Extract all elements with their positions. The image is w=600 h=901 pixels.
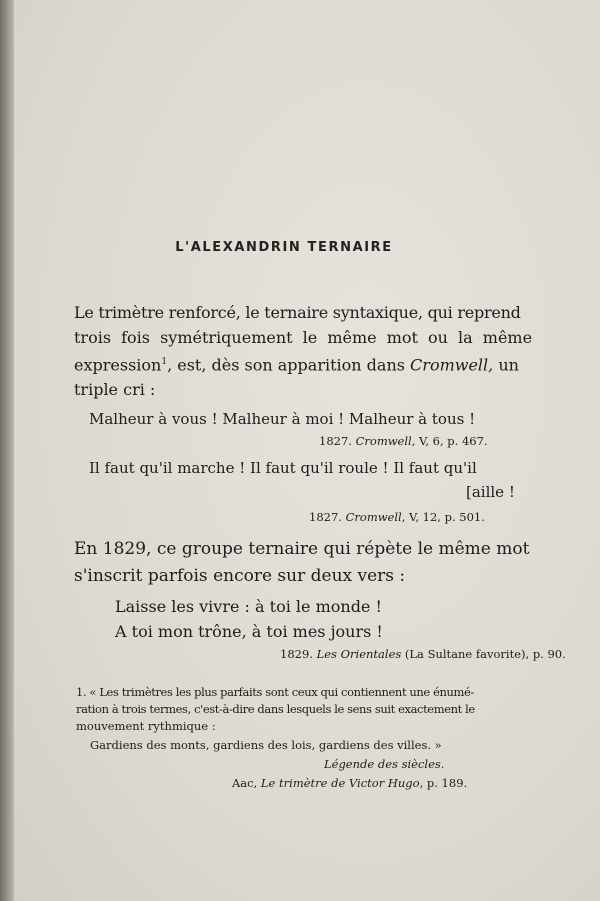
paragraph-1-line-3 <box>74 350 574 377</box>
citation-1-year: 1827. <box>319 434 352 448</box>
citation-2-ref: , V, 12, p. 501. <box>401 510 485 524</box>
verse-3-line-1: Laisse les vivre : à toi le monde ! <box>115 597 382 616</box>
book-gutter-shadow <box>0 0 14 901</box>
paragraph-1 <box>74 300 574 402</box>
chapter-heading: L'ALEXANDRIN TERNAIRE <box>175 240 393 255</box>
footnote-book: Le trimètre de Victor Hugo <box>260 776 420 790</box>
paragraph-2-line-2: s'inscrit parfois encore sur deux vers : <box>74 566 406 586</box>
verse-1: Malheur à vous ! Malheur à moi ! Malheur à tous ! <box>89 410 476 428</box>
paragraph-2-line-1: En 1829, ce groupe ternaire qui répète le même mot <box>74 539 530 559</box>
paragraph-1-line-2: trois fois symétriquement le même mot ou la même <box>74 328 533 347</box>
citation-2-work: Cromwell <box>345 510 402 524</box>
citation-1-ref: , V, 6, p. 467. <box>411 434 488 448</box>
verse-2-continuation: [aille ! <box>466 483 515 501</box>
citation-1 <box>319 434 488 448</box>
citation-2-year: 1827. <box>309 510 342 524</box>
citation-1-work: Cromwell <box>355 434 412 448</box>
footnote-author: Aac, <box>232 776 258 790</box>
footnote-reference <box>232 775 600 792</box>
cromwell-title: Cromwell, <box>410 355 494 375</box>
footnote-line-3: mouvement rythmique : <box>76 719 216 733</box>
paragraph-1-line-1: Le trimètre renforcé, le ternaire syntaxique, qui reprend <box>74 303 521 322</box>
footnote-source: Légende des siècles. <box>324 757 445 771</box>
verse-2: Il faut qu'il marche ! Il faut qu'il roule ! Il faut qu'il <box>89 459 477 477</box>
verse-3-line-2: A toi mon trône, à toi mes jours ! <box>115 622 383 641</box>
verse-3 <box>115 594 383 644</box>
expression-word: expression <box>74 355 162 375</box>
paragraph-1-line-3-end: un <box>498 355 519 375</box>
citation-3 <box>280 647 566 661</box>
citation-3-ref: (La Sultane favorite), p. 90. <box>401 647 566 661</box>
footnote-verse: Gardiens des monts, gardiens des lois, gardiens des villes. » <box>90 738 442 752</box>
paragraph-1-line-3-text: , est, dès son apparition dans <box>167 355 405 375</box>
footnote-line-2: ration à trois termes, c'est-à-dire dans lesquels le sens suit exactement le <box>76 702 475 716</box>
citation-3-work: Les Orientales <box>316 647 402 661</box>
paragraph-1-line-4: triple cri : <box>74 380 156 400</box>
footnote-page: , p. 189. <box>419 776 468 790</box>
footnote-marker: 1 <box>161 357 168 367</box>
paragraph-2 <box>74 536 574 590</box>
footnote-line-1: 1. « Les trimètres les plus parfaits sont ceux qui contiennent une énumé- <box>76 685 474 699</box>
citation-3-year: 1829. <box>280 647 313 661</box>
citation-2 <box>309 510 485 524</box>
book-page <box>14 0 600 901</box>
